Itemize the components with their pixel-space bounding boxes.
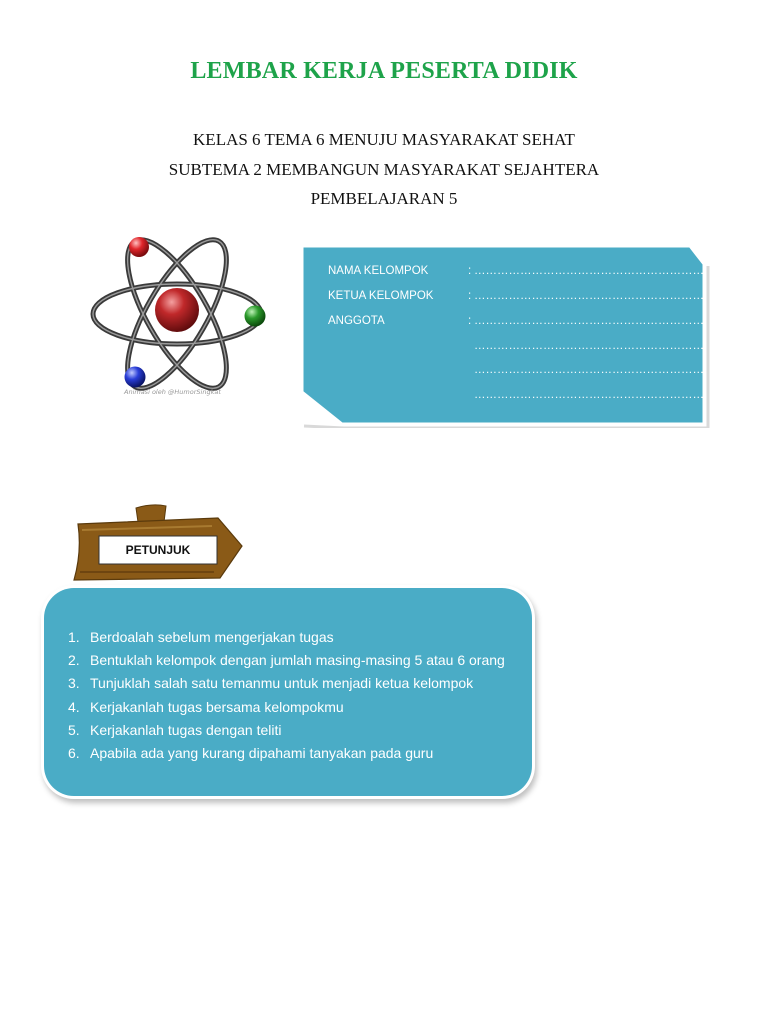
atom-caption: Animasi oleh @HumorSingkat	[124, 388, 221, 396]
page-title: LEMBAR KERJA PESERTA DIDIK	[190, 58, 578, 84]
list-item: 3. Tunjuklah salah satu temanmu untuk menjadi ketua kelompok	[68, 675, 474, 692]
list-item: 4. Kerjakanlah tugas bersama kelompokmu	[68, 698, 344, 715]
electron-red	[129, 237, 149, 257]
field-label: ANGGOTA	[328, 315, 385, 327]
list-item: 5. Kerjakanlah tugas dengan teliti	[68, 721, 282, 738]
instructions-panel	[44, 588, 532, 796]
lesson-line: PEMBELAJARAN 5	[310, 189, 458, 208]
field-group-leader[interactable]: KETUA KELOMPOK : ……………………………………………………	[328, 290, 704, 302]
fill-line[interactable]: ……………………………………………………	[474, 290, 704, 302]
field-group-name[interactable]: NAMA KELOMPOK : ……………………………………………………	[328, 265, 704, 277]
instructions-signboard	[72, 500, 248, 588]
member-fill-line[interactable]: ……………………………………………………	[474, 364, 704, 376]
fill-line[interactable]: ……………………………………………………	[474, 315, 704, 327]
atom-illustration	[82, 232, 272, 402]
list-item: 2. Bentuklah kelompok dengan jumlah masing-masing 5 atau 6 orang	[68, 652, 505, 669]
instructions-list	[68, 626, 505, 765]
class-theme-line: KELAS 6 TEMA 6 MENUJU MASYARAKAT SEHAT	[193, 130, 575, 149]
field-label: NAMA KELOMPOK	[328, 265, 429, 277]
member-fill-line[interactable]: ……………………………………………………	[474, 389, 704, 401]
list-item: 6. Apabila ada yang kurang dipahami tanyakan pada guru	[68, 744, 434, 761]
subtheme-line: SUBTEMA 2 MEMBANGUN MASYARAKAT SEJAHTERA	[168, 160, 600, 179]
electron-blue	[125, 367, 146, 388]
field-members[interactable]: ANGGOTA : ……………………………………………………	[328, 315, 704, 327]
signboard-label: PETUNJUK	[125, 543, 191, 557]
group-info-card	[298, 242, 710, 428]
fill-line[interactable]: ……………………………………………………	[474, 265, 704, 277]
nucleus	[155, 288, 199, 332]
member-fill-line[interactable]: ……………………………………………………	[474, 340, 704, 352]
list-item: 1. Berdoalah sebelum mengerjakan tugas	[68, 629, 334, 645]
field-label: KETUA KELOMPOK	[328, 290, 434, 302]
electron-green	[245, 306, 266, 327]
